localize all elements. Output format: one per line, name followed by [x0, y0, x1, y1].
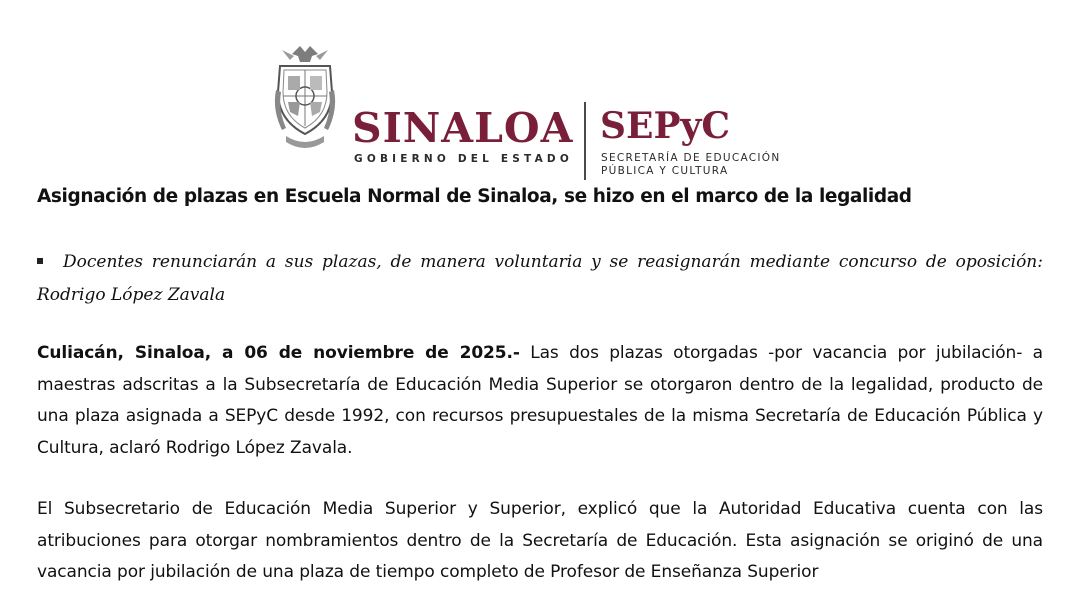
paragraph-1-body: Las dos plazas otorgadas -por vacancia por jubilación- a maestras adscritas a la Subsecretaría de Educación Media Superior se otorgaron dentro de la legalidad, producto de una plaza asignada a SEPyC desde 1992, con recursos presupuestales de la misma Secretaría de Educación Pública y Cultura, aclaró Rodrigo López Zavala.	[37, 343, 1043, 458]
summary-bullet	[37, 246, 1043, 312]
paragraph-2: El Subsecretario de Educación Media Superior y Superior, explicó que la Autoridad Educativa cuenta con las atribuciones para otorgar nombramientos dentro de la Secretaría de Educación. Esta asignación se originó de una vacancia por jubilación de una plaza de tiempo completo de Profesor de Enseñanza Superior	[37, 499, 1043, 582]
state-seal-icon	[272, 40, 338, 154]
brand-title: SINALOA	[352, 104, 574, 152]
paragraph-1	[37, 338, 1043, 464]
letterhead	[272, 40, 812, 177]
agency-subtitle-line2: PÚBLICA Y CULTURA	[601, 165, 729, 177]
agency-subtitle-line1: SECRETARÍA DE EDUCACIÓN	[601, 152, 781, 164]
headline: Asignación de plazas en Escuela Normal de Sinaloa, se hizo en el marco de la legalidad	[37, 186, 912, 207]
agency-title: SEPyC	[600, 105, 731, 147]
bullet-square-icon	[37, 258, 43, 264]
dateline: Culiacán, Sinaloa, a 06 de noviembre de 2025.-	[37, 343, 520, 363]
agency-subtitle	[601, 152, 781, 178]
header-divider	[584, 102, 586, 180]
brand-subtitle: GOBIERNO DEL ESTADO	[354, 153, 573, 165]
summary-bullet-text: Docentes renunciarán a sus plazas, de manera voluntaria y se reasignarán mediante concurso de oposición: Rodrigo López Zavala	[37, 252, 1043, 305]
